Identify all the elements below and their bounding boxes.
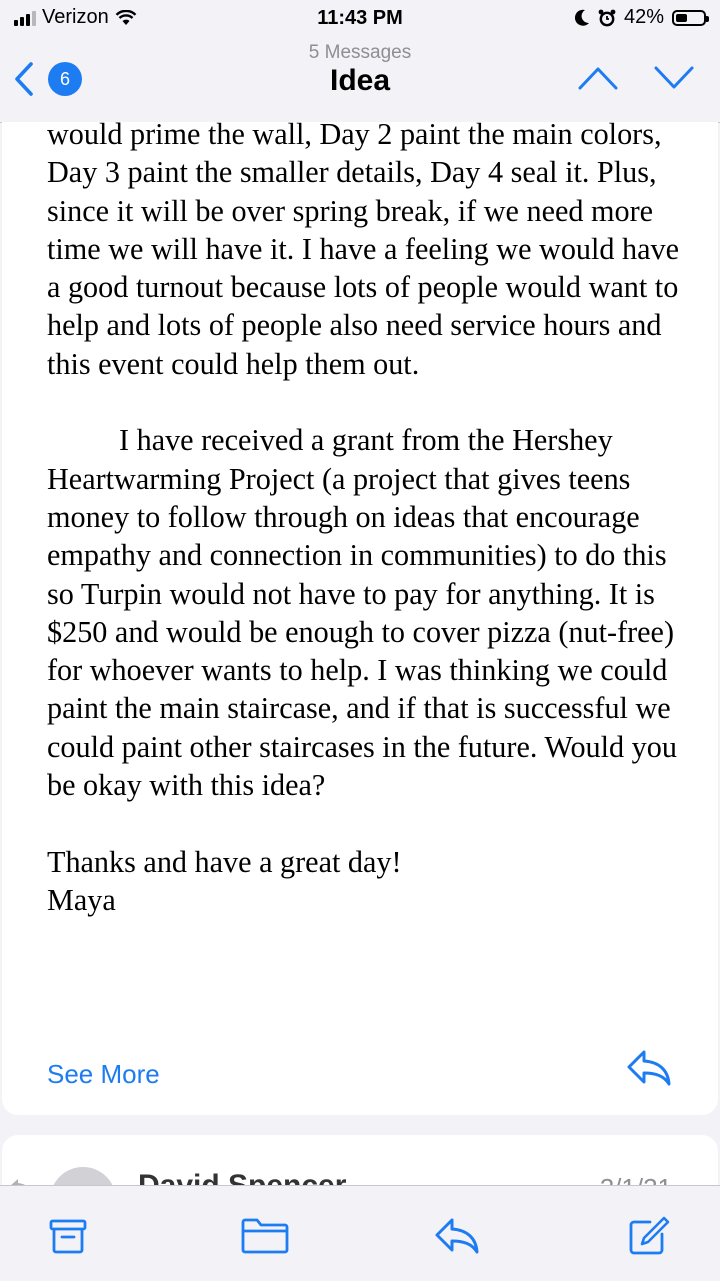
alarm-icon <box>598 9 616 27</box>
move-to-folder-button[interactable] <box>240 1216 290 1261</box>
compose-button[interactable] <box>628 1216 670 1261</box>
body-paragraph: I have received a grant from the Hershey Heartwarming Project (a project that gives teens money to follow through on ideas that encourage empathy and connection in communities) to do this so Turpin would not have to pay for anything. It is $250 and would be enough to cover pizza (nut-free) for whoever wants to help. I was thinking we could paint the main staircase, and if that is successful we could paint other staircases in the future. Would you be okay with this idea? <box>47 423 677 803</box>
reply-button[interactable] <box>626 1048 672 1093</box>
moon-icon <box>574 9 590 27</box>
compose-icon <box>628 1216 670 1256</box>
reply-icon <box>434 1216 480 1256</box>
bottom-toolbar <box>0 1185 720 1281</box>
archive-icon <box>48 1216 88 1256</box>
carrier-label: Verizon <box>42 6 109 28</box>
archive-button[interactable] <box>48 1216 88 1261</box>
battery-icon <box>672 10 706 26</box>
thread-title: Idea <box>329 64 391 97</box>
status-icons <box>574 6 706 29</box>
folder-icon <box>240 1216 290 1256</box>
message-count: 5 Messages <box>308 42 412 63</box>
battery-percent: 42% <box>623 6 664 28</box>
signature: Maya <box>47 882 116 917</box>
message-body <box>47 122 687 919</box>
unread-count-badge: 6 <box>48 62 82 96</box>
message-card <box>2 122 718 1115</box>
clock: 11:43 PM <box>317 7 403 29</box>
closing-line: Thanks and have a great day! <box>47 844 402 879</box>
previous-message-button[interactable] <box>578 66 618 95</box>
reply-icon <box>626 1048 672 1088</box>
next-message-button[interactable] <box>654 66 694 95</box>
battery-level <box>676 14 687 22</box>
message-navigation <box>578 66 694 95</box>
reply-toolbar-button[interactable] <box>434 1216 480 1261</box>
chevron-down-icon <box>654 66 694 90</box>
chevron-up-icon <box>578 66 618 90</box>
body-paragraph: would prime the wall, Day 2 paint the main colors, Day 3 paint the smaller details, Day 4 seal it. Plus, since it will be over spring break, if we need more time we will have it. I have a feeling we would have a good turnout because lots of people would want to help and lots of people also need service hours and this event could help them out. <box>47 122 680 381</box>
see-more-link[interactable]: See More <box>47 1059 160 1089</box>
nav-bar <box>0 40 720 123</box>
status-bar <box>0 0 720 40</box>
